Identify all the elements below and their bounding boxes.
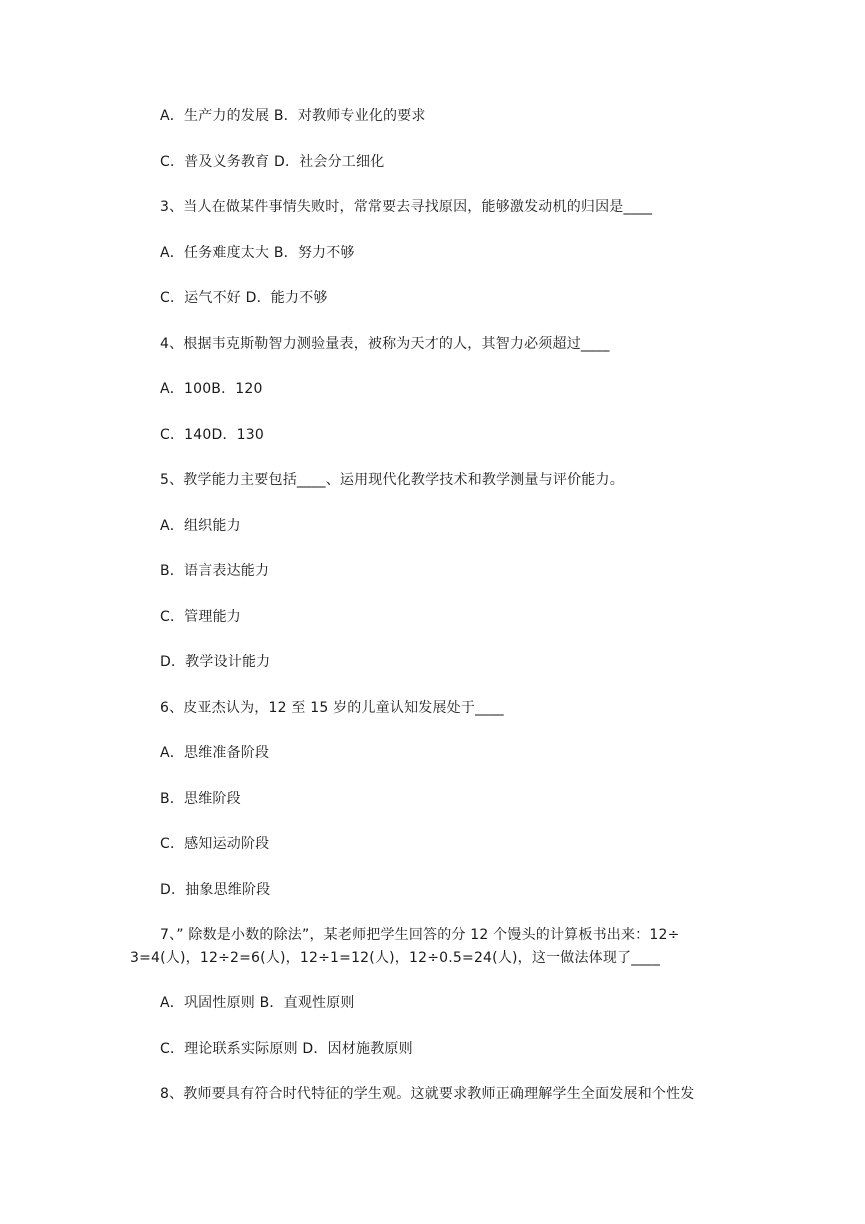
option-q6-a: A．思维准备阶段	[160, 745, 270, 761]
question-5: 5、教学能力主要包括____、运用现代化教学技术和教学测量与评价能力。	[160, 472, 624, 488]
question-7-continued: 3=4(人)，12÷2=6(人)，12÷1=12(人)，12÷0.5=24(人)，这一做法体现了____	[130, 950, 661, 966]
option-line-q7-ab: A．巩固性原则 B．直观性原则	[160, 995, 355, 1011]
option-line-q2-cd: C．普及义务教育 D．社会分工细化	[160, 154, 385, 170]
option-line-q2-ab: A．生产力的发展 B．对教师专业化的要求	[160, 108, 426, 124]
question-6: 6、皮亚杰认为，12 至 15 岁的儿童认知发展处于____	[160, 700, 504, 716]
question-3: 3、当人在做某件事情失败时，常常要去寻找原因，能够激发动机的归因是____	[160, 199, 653, 215]
question-8: 8、教师要具有符合时代特征的学生观。这就要求教师正确理解学生全面发展和个性发	[160, 1086, 695, 1102]
question-4: 4、根据韦克斯勒智力测验量表，被称为天才的人，其智力必须超过____	[160, 336, 610, 352]
option-q6-d: D．抽象思维阶段	[160, 882, 271, 898]
option-line-q4-ab: A．100B．120	[160, 381, 263, 397]
option-q5-d: D．教学设计能力	[160, 654, 271, 670]
option-line-q3-ab: A．任务难度太大 B．努力不够	[160, 245, 355, 261]
option-q5-b: B．语言表达能力	[160, 563, 270, 579]
option-q5-c: C．管理能力	[160, 609, 241, 625]
option-q6-c: C．感知运动阶段	[160, 836, 270, 852]
option-line-q3-cd: C．运气不好 D．能力不够	[160, 290, 328, 306]
option-q6-b: B．思维阶段	[160, 791, 241, 807]
option-q5-a: A．组织能力	[160, 518, 241, 534]
option-line-q4-cd: C．140D．130	[160, 427, 264, 443]
option-line-q7-cd: C．理论联系实际原则 D．因材施教原则	[160, 1041, 413, 1057]
question-7: 7、” 除数是小数的除法”，某老师把学生回答的分 12 个馒头的计算板书出来：12÷	[160, 927, 680, 943]
